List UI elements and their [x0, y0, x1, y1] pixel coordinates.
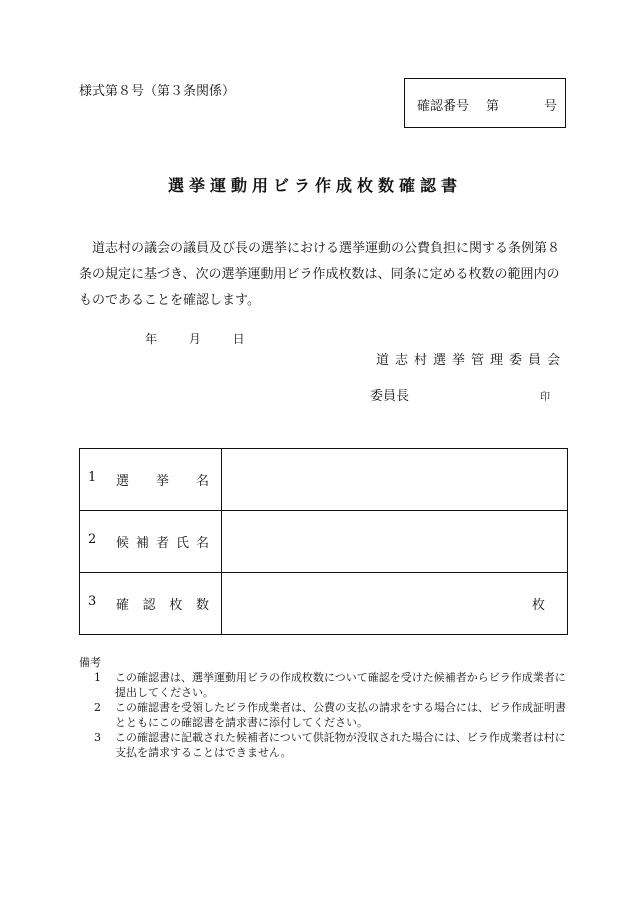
form-number: 様式第８号（第３条関係）	[79, 84, 236, 99]
date-year: 年	[145, 332, 158, 346]
details-table	[79, 448, 568, 635]
candidate-name-label: 候 補 者 氏 名	[116, 536, 209, 551]
date-day: 日	[232, 332, 245, 346]
committee-name: 道志村選挙管理委員会	[375, 353, 566, 368]
confirmed-count-field[interactable]: 枚	[222, 573, 568, 635]
paragraph-line: ものであることを確認します。	[79, 293, 260, 308]
confirmation-number-label: 確認番号	[417, 99, 470, 114]
seal-mark: 印	[540, 392, 550, 403]
paragraph-line: 道志村の議会の議員及び長の選挙における選挙運動の公費負担に関する条例第８	[79, 241, 561, 256]
row-number: 3	[88, 594, 97, 609]
document-title: 選挙運動用ビラ作成枚数確認書	[167, 176, 462, 195]
confirmation-number-prefix: 第	[486, 99, 500, 114]
paragraph-line: 条の規定に基づき、次の選挙運動用ビラ作成枚数は、同条に定める枚数の範囲内の	[79, 267, 560, 282]
date-month: 月	[188, 332, 201, 346]
remarks-section	[79, 655, 569, 760]
table-row	[80, 511, 568, 573]
election-name-label: 選 挙 名	[116, 474, 209, 489]
chairperson-label: 委員長	[370, 389, 410, 404]
candidate-name-field[interactable]	[222, 511, 568, 573]
election-name-field[interactable]	[222, 449, 568, 511]
row-number: 1	[88, 470, 97, 485]
table-row	[80, 449, 568, 511]
row-number: 2	[88, 532, 97, 547]
remark-item: 2 この確認書を受領したビラ作成業者は、公費の支払の請求をする場合には、ビラ作成証明書とともにこの確認書を請求書に添付してください。	[94, 701, 566, 729]
body-paragraph	[79, 236, 574, 314]
confirmation-number-suffix: 号	[544, 99, 558, 114]
date-line	[145, 330, 245, 347]
remark-item: 3 この確認書に記載された候補者について供託物が没収された場合には、ビラ作成業者は村に支払を請求することはできません。	[94, 731, 566, 759]
table-row	[80, 573, 568, 635]
remarks-heading: 備考	[79, 656, 101, 669]
remark-item: 1 この確認書は、選挙運動用ビラの作成枚数について確認を受けた候補者からビラ作成業者に提出してください。	[94, 671, 566, 699]
confirmed-count-label: 確 認 枚 数	[116, 598, 209, 613]
confirmation-number-box	[404, 78, 566, 128]
